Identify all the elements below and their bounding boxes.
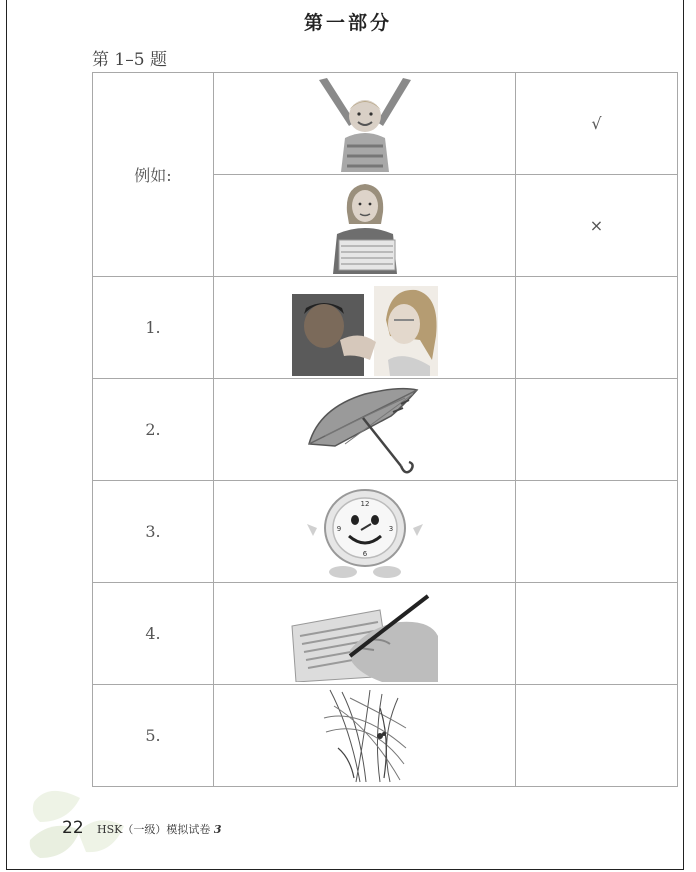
question-answer-3 bbox=[516, 481, 678, 583]
question-answer-2 bbox=[516, 379, 678, 481]
page-number: 22 bbox=[62, 818, 84, 838]
question-answer-5 bbox=[516, 685, 678, 787]
example-answer-1: √ bbox=[516, 73, 678, 175]
example-label: 例如: bbox=[93, 73, 214, 277]
question-number-2: 2. bbox=[93, 379, 214, 481]
example-picture-2 bbox=[214, 175, 516, 277]
girl-with-newspapers-image bbox=[315, 178, 415, 274]
question-picture-1 bbox=[214, 277, 516, 379]
umbrella-image bbox=[305, 382, 425, 478]
example-answer-2: × bbox=[516, 175, 678, 277]
question-picture-3 bbox=[214, 481, 516, 583]
question-row-3 bbox=[93, 481, 678, 583]
question-number-1: 1. bbox=[93, 277, 214, 379]
question-number-5: 5. bbox=[93, 685, 214, 787]
volume-number: 3 bbox=[213, 823, 222, 836]
question-row-5 bbox=[93, 685, 678, 787]
boy-touching-face-with-woman-image bbox=[290, 280, 440, 376]
question-picture-2 bbox=[214, 379, 516, 481]
smiling-alarm-clock-image bbox=[305, 484, 425, 580]
question-answer-1 bbox=[516, 277, 678, 379]
book-title: HSK（一级）模拟试卷 bbox=[97, 823, 211, 836]
hand-writing-image bbox=[290, 586, 440, 682]
section-title: 第一部分 bbox=[303, 12, 392, 34]
question-row-2 bbox=[93, 379, 678, 481]
example-picture-1 bbox=[214, 73, 516, 175]
question-number-4: 4. bbox=[93, 583, 214, 685]
cheering-boy-image bbox=[305, 76, 425, 172]
svg-text:9: 9 bbox=[336, 524, 341, 533]
example-row-1 bbox=[93, 73, 678, 175]
question-table bbox=[92, 72, 678, 787]
question-row-1 bbox=[93, 277, 678, 379]
question-range: 第 1–5 题 bbox=[92, 50, 167, 70]
question-number-3: 3. bbox=[93, 481, 214, 583]
footer-book-title bbox=[97, 821, 222, 837]
rain-grass-image bbox=[320, 688, 410, 784]
svg-text:6: 6 bbox=[362, 549, 367, 558]
svg-text:12: 12 bbox=[360, 499, 369, 508]
question-row-4 bbox=[93, 583, 678, 685]
question-picture-5 bbox=[214, 685, 516, 787]
svg-text:3: 3 bbox=[388, 524, 393, 533]
question-answer-4 bbox=[516, 583, 678, 685]
question-picture-4 bbox=[214, 583, 516, 685]
